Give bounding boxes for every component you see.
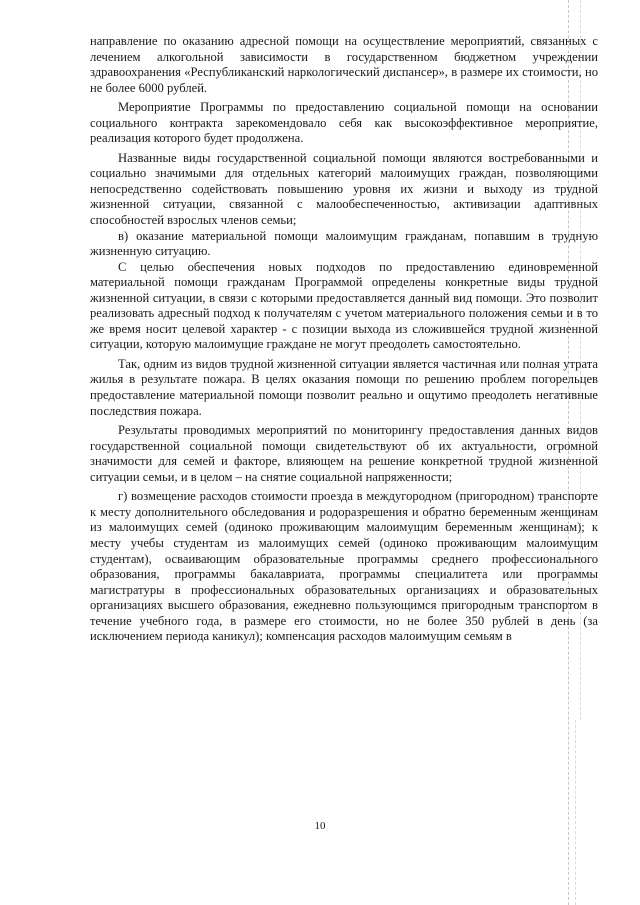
paragraph: Названные виды государственной социальной помощи являются востребованными и социально значимыми для отдельных категорий малоимущих граждан, позволяющими непосредственно содействовать повышению уровня их жизни и выходу из трудной жизненной ситуации, связанной с малообеспеченностью, активизации адаптивных способностей взрослых членов семьи; [90, 150, 598, 228]
paragraph: Так, одним из видов трудной жизненной ситуации является частичная или полная утрата жилья в результате пожара. В целях оказания помощи по решению проблем погорельцев предоставление материальной помощи позволит реально и ощутимо преодолеть негативные последствия пожара. [90, 356, 598, 418]
document-body [90, 34, 598, 645]
paragraph: направление по оказанию адресной помощи на осуществление мероприятий, связанных с лечением алкогольной зависимости в государственном бюджетном учреждении здравоохранения «Республиканский наркологический диспансер», в размере их стоимости, но не более 6000 рублей. [90, 34, 598, 95]
paragraph: С целью обеспечения новых подходов по предоставлению единовременной материальной помощи гражданам Программой определены конкретные виды трудной жизненной ситуации, в связи с которыми предоставляется данный вид помощи. Это позволит реализовать адресный подход к получателям с учетом материального положения семьи и в то же время носит целевой характер - с позиции выхода из сложившейся трудной жизненной ситуации, которую малоимущие граждане не могут преодолеть самостоятельно. [90, 259, 598, 352]
paragraph: Результаты проводимых мероприятий по мониторингу предоставления данных видов государственной социальной помощи свидетельствуют об их актуальности, огромной значимости для семей и факторе, влияющем на решение конкретной трудной жизненной ситуации семьи, и в целом – на снятие социальной напряженности; [90, 423, 598, 484]
page-number: 10 [314, 820, 326, 832]
paragraph: в) оказание материальной помощи малоимущим гражданам, попавшим в трудную жизненную ситуацию. [90, 228, 598, 259]
paragraph: г) возмещение расходов стоимости проезда в междугородном (пригородном) транспорте к месту дополнительного обследования и родоразрешения и обратно беременным женщинам из малоимущих семей (одиноко проживающим малоимущим беременным женщинам); к месту учебы студентам из малоимущих семей (одиноко проживающим малоимущим студентам), осваивающим образовательные программы среднего профессионального образования, программы бакалавриата, программы специалитета или программы магистратуры в профессиональных образовательных организациях и образовательных организациях высшего образования, ежедневно пользующимся пригородным транспортом в течение учебного года, в размере его стоимости, но не более 350 рублей в день (за исключением периода каникул); компенсация расходов малоимущим семьям в [90, 489, 598, 644]
paragraph: Мероприятие Программы по предоставлению социальной помощи на основании социального контракта зарекомендовало себя как высокоэффективное мероприятие, реализация которого будет продолжена. [90, 100, 598, 146]
scan-fold-line [575, 720, 576, 905]
